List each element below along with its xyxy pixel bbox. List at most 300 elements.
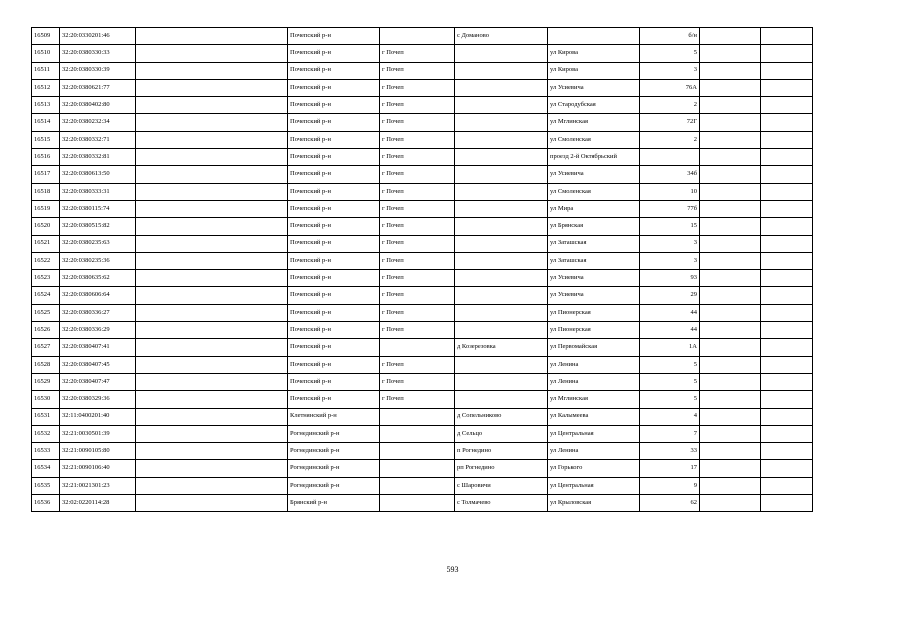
blank-cell bbox=[700, 166, 761, 183]
table-row bbox=[32, 62, 813, 79]
city-cell: г Почеп bbox=[380, 200, 455, 217]
blank-cell bbox=[136, 200, 288, 217]
district-cell: Почепский р-н bbox=[288, 218, 380, 235]
settlement-cell bbox=[455, 97, 548, 114]
cadastral-number-cell: 32:20:0380235:63 bbox=[60, 235, 136, 252]
row-number-cell: 16533 bbox=[32, 443, 60, 460]
settlement-cell bbox=[455, 166, 548, 183]
blank-cell bbox=[136, 131, 288, 148]
row-number-cell: 16515 bbox=[32, 131, 60, 148]
house-number-cell: 33 bbox=[640, 443, 700, 460]
city-cell: г Почеп bbox=[380, 270, 455, 287]
blank-cell bbox=[700, 408, 761, 425]
blank-cell bbox=[136, 477, 288, 494]
street-cell: ул Центральная bbox=[548, 425, 640, 442]
row-number-cell: 16536 bbox=[32, 495, 60, 512]
blank-cell bbox=[700, 391, 761, 408]
district-cell: Рогнединский р-н bbox=[288, 443, 380, 460]
row-number-cell: 16517 bbox=[32, 166, 60, 183]
cadastral-number-cell: 32:02:0220114:28 bbox=[60, 495, 136, 512]
city-cell: г Почеп bbox=[380, 114, 455, 131]
street-cell: ул Кирова bbox=[548, 62, 640, 79]
settlement-cell: п Рогнедино bbox=[455, 443, 548, 460]
blank-cell bbox=[136, 339, 288, 356]
blank-cell bbox=[700, 62, 761, 79]
settlement-cell bbox=[455, 252, 548, 269]
city-cell bbox=[380, 443, 455, 460]
street-cell: ул Стародубская bbox=[548, 97, 640, 114]
blank-cell bbox=[761, 79, 813, 96]
house-number-cell: 4 bbox=[640, 408, 700, 425]
table-row bbox=[32, 218, 813, 235]
row-number-cell: 16518 bbox=[32, 183, 60, 200]
blank-cell bbox=[761, 425, 813, 442]
cadastral-number-cell: 32:20:0380407:41 bbox=[60, 339, 136, 356]
blank-cell bbox=[761, 62, 813, 79]
city-cell: г Почеп bbox=[380, 45, 455, 62]
table-row bbox=[32, 183, 813, 200]
street-cell: ул Калымеева bbox=[548, 408, 640, 425]
blank-cell bbox=[136, 356, 288, 373]
city-cell: г Почеп bbox=[380, 149, 455, 166]
district-cell: Почепский р-н bbox=[288, 183, 380, 200]
row-number-cell: 16529 bbox=[32, 373, 60, 390]
blank-cell bbox=[761, 218, 813, 235]
settlement-cell bbox=[455, 218, 548, 235]
house-number-cell: 2 bbox=[640, 131, 700, 148]
city-cell: г Почеп bbox=[380, 166, 455, 183]
settlement-cell bbox=[455, 356, 548, 373]
table-row bbox=[32, 477, 813, 494]
cadastral-number-cell: 32:20:0380515:82 bbox=[60, 218, 136, 235]
row-number-cell: 16532 bbox=[32, 425, 60, 442]
settlement-cell bbox=[455, 373, 548, 390]
blank-cell bbox=[700, 373, 761, 390]
blank-cell bbox=[136, 373, 288, 390]
district-cell: Почепский р-н bbox=[288, 356, 380, 373]
blank-cell bbox=[136, 443, 288, 460]
blank-cell bbox=[761, 28, 813, 45]
house-number-cell: 5 bbox=[640, 391, 700, 408]
cadastral-number-cell: 32:20:0380407:45 bbox=[60, 356, 136, 373]
district-cell: Почепский р-н bbox=[288, 97, 380, 114]
settlement-cell bbox=[455, 200, 548, 217]
blank-cell bbox=[700, 235, 761, 252]
city-cell bbox=[380, 28, 455, 45]
settlement-cell bbox=[455, 149, 548, 166]
district-cell: Почепский р-н bbox=[288, 235, 380, 252]
city-cell: г Почеп bbox=[380, 235, 455, 252]
house-number-cell: 9 bbox=[640, 477, 700, 494]
table-row bbox=[32, 79, 813, 96]
city-cell: г Почеп bbox=[380, 304, 455, 321]
table-row bbox=[32, 443, 813, 460]
house-number-cell: 29 bbox=[640, 287, 700, 304]
blank-cell bbox=[700, 495, 761, 512]
city-cell bbox=[380, 408, 455, 425]
row-number-cell: 16524 bbox=[32, 287, 60, 304]
table-row bbox=[32, 304, 813, 321]
house-number-cell: 44 bbox=[640, 304, 700, 321]
cadastral-number-cell: 32:21:0090105:80 bbox=[60, 443, 136, 460]
blank-cell bbox=[700, 460, 761, 477]
table-row bbox=[32, 495, 813, 512]
cadastral-number-cell: 32:20:0380336:27 bbox=[60, 304, 136, 321]
blank-cell bbox=[761, 356, 813, 373]
blank-cell bbox=[761, 304, 813, 321]
table-row bbox=[32, 287, 813, 304]
blank-cell bbox=[136, 218, 288, 235]
blank-cell bbox=[761, 131, 813, 148]
house-number-cell: 62 bbox=[640, 495, 700, 512]
settlement-cell bbox=[455, 287, 548, 304]
city-cell: г Почеп bbox=[380, 97, 455, 114]
settlement-cell bbox=[455, 131, 548, 148]
row-number-cell: 16530 bbox=[32, 391, 60, 408]
district-cell: Почепский р-н bbox=[288, 287, 380, 304]
cadastral-number-cell: 32:20:0380330:33 bbox=[60, 45, 136, 62]
cadastral-number-cell: 32:20:0380606:64 bbox=[60, 287, 136, 304]
settlement-cell bbox=[455, 45, 548, 62]
settlement-cell: д Сельцо bbox=[455, 425, 548, 442]
blank-cell bbox=[700, 270, 761, 287]
cadastral-number-cell: 32:20:0380336:29 bbox=[60, 322, 136, 339]
city-cell bbox=[380, 477, 455, 494]
cadastral-number-cell: 32:20:0380407:47 bbox=[60, 373, 136, 390]
table-row bbox=[32, 235, 813, 252]
table-row bbox=[32, 356, 813, 373]
blank-cell bbox=[136, 322, 288, 339]
house-number-cell: 72Г bbox=[640, 114, 700, 131]
blank-cell bbox=[761, 235, 813, 252]
district-cell: Почепский р-н bbox=[288, 373, 380, 390]
cadastral-number-cell: 32:21:0090106:40 bbox=[60, 460, 136, 477]
city-cell bbox=[380, 495, 455, 512]
blank-cell bbox=[761, 114, 813, 131]
street-cell: ул Мира bbox=[548, 200, 640, 217]
blank-cell bbox=[761, 443, 813, 460]
street-cell: ул Заташская bbox=[548, 252, 640, 269]
blank-cell bbox=[700, 79, 761, 96]
blank-cell bbox=[700, 218, 761, 235]
settlement-cell bbox=[455, 322, 548, 339]
district-cell: Рогнединский р-н bbox=[288, 477, 380, 494]
cadastral-number-cell: 32:20:0380333:31 bbox=[60, 183, 136, 200]
settlement-cell bbox=[455, 391, 548, 408]
street-cell: ул Смоленская bbox=[548, 131, 640, 148]
street-cell bbox=[548, 28, 640, 45]
house-number-cell: 76А bbox=[640, 79, 700, 96]
city-cell: г Почеп bbox=[380, 252, 455, 269]
blank-cell bbox=[136, 425, 288, 442]
street-cell: ул Пионерская bbox=[548, 322, 640, 339]
cadastral-number-cell: 32:21:0021301:23 bbox=[60, 477, 136, 494]
cadastral-number-cell: 32:20:0380635:62 bbox=[60, 270, 136, 287]
street-cell: ул Усиевича bbox=[548, 79, 640, 96]
blank-cell bbox=[761, 477, 813, 494]
cadastral-number-cell: 32:20:0380332:71 bbox=[60, 131, 136, 148]
settlement-cell bbox=[455, 114, 548, 131]
blank-cell bbox=[136, 62, 288, 79]
blank-cell bbox=[700, 28, 761, 45]
register-table bbox=[31, 27, 813, 512]
blank-cell bbox=[136, 235, 288, 252]
row-number-cell: 16519 bbox=[32, 200, 60, 217]
row-number-cell: 16525 bbox=[32, 304, 60, 321]
district-cell: Почепский р-н bbox=[288, 79, 380, 96]
blank-cell bbox=[761, 373, 813, 390]
house-number-cell: 7 bbox=[640, 425, 700, 442]
table-row bbox=[32, 149, 813, 166]
cadastral-number-cell: 32:20:0380235:36 bbox=[60, 252, 136, 269]
blank-cell bbox=[761, 391, 813, 408]
house-number-cell bbox=[640, 149, 700, 166]
blank-cell bbox=[136, 114, 288, 131]
street-cell: ул Усиевича bbox=[548, 287, 640, 304]
blank-cell bbox=[700, 425, 761, 442]
district-cell: Рогнединский р-н bbox=[288, 460, 380, 477]
row-number-cell: 16510 bbox=[32, 45, 60, 62]
street-cell: ул Мглинская bbox=[548, 391, 640, 408]
row-number-cell: 16522 bbox=[32, 252, 60, 269]
district-cell: Почепский р-н bbox=[288, 131, 380, 148]
blank-cell bbox=[700, 304, 761, 321]
blank-cell bbox=[700, 200, 761, 217]
blank-cell bbox=[700, 356, 761, 373]
row-number-cell: 16521 bbox=[32, 235, 60, 252]
table-row bbox=[32, 97, 813, 114]
house-number-cell: 17 bbox=[640, 460, 700, 477]
table-row bbox=[32, 408, 813, 425]
house-number-cell: 77б bbox=[640, 200, 700, 217]
district-cell: Почепский р-н bbox=[288, 166, 380, 183]
house-number-cell: б/н bbox=[640, 28, 700, 45]
row-number-cell: 16527 bbox=[32, 339, 60, 356]
blank-cell bbox=[761, 97, 813, 114]
row-number-cell: 16535 bbox=[32, 477, 60, 494]
blank-cell bbox=[761, 270, 813, 287]
table-row bbox=[32, 45, 813, 62]
street-cell: ул Кирова bbox=[548, 45, 640, 62]
city-cell: г Почеп bbox=[380, 373, 455, 390]
district-cell: Брянский р-н bbox=[288, 495, 380, 512]
settlement-cell: д Сопельниково bbox=[455, 408, 548, 425]
settlement-cell bbox=[455, 270, 548, 287]
table-row bbox=[32, 28, 813, 45]
cadastral-number-cell: 32:20:0380332:81 bbox=[60, 149, 136, 166]
blank-cell bbox=[136, 252, 288, 269]
street-cell: ул Центральная bbox=[548, 477, 640, 494]
cadastral-number-cell: 32:20:0380402:80 bbox=[60, 97, 136, 114]
cadastral-number-cell: 32:20:0380329:36 bbox=[60, 391, 136, 408]
table-row bbox=[32, 252, 813, 269]
house-number-cell: 34б bbox=[640, 166, 700, 183]
settlement-cell bbox=[455, 183, 548, 200]
city-cell: г Почеп bbox=[380, 322, 455, 339]
table-row bbox=[32, 131, 813, 148]
table-row bbox=[32, 270, 813, 287]
blank-cell bbox=[761, 45, 813, 62]
blank-cell bbox=[700, 97, 761, 114]
house-number-cell: 2 bbox=[640, 97, 700, 114]
district-cell: Почепский р-н bbox=[288, 28, 380, 45]
blank-cell bbox=[700, 477, 761, 494]
city-cell bbox=[380, 425, 455, 442]
blank-cell bbox=[761, 339, 813, 356]
house-number-cell: 3 bbox=[640, 252, 700, 269]
blank-cell bbox=[136, 391, 288, 408]
street-cell: ул Мглинская bbox=[548, 114, 640, 131]
house-number-cell: 3 bbox=[640, 235, 700, 252]
street-cell: ул Усиевича bbox=[548, 270, 640, 287]
street-cell: ул Первомайская bbox=[548, 339, 640, 356]
district-cell: Рогнединский р-н bbox=[288, 425, 380, 442]
blank-cell bbox=[700, 149, 761, 166]
table-row bbox=[32, 114, 813, 131]
blank-cell bbox=[700, 252, 761, 269]
city-cell: г Почеп bbox=[380, 287, 455, 304]
table-row bbox=[32, 425, 813, 442]
blank-cell bbox=[700, 322, 761, 339]
cadastral-number-cell: 32:11:0400201:40 bbox=[60, 408, 136, 425]
house-number-cell: 5 bbox=[640, 356, 700, 373]
blank-cell bbox=[761, 166, 813, 183]
blank-cell bbox=[700, 114, 761, 131]
table-row bbox=[32, 322, 813, 339]
cadastral-number-cell: 32:20:0380621:77 bbox=[60, 79, 136, 96]
district-cell: Почепский р-н bbox=[288, 322, 380, 339]
blank-cell bbox=[761, 183, 813, 200]
settlement-cell: д Козерезовка bbox=[455, 339, 548, 356]
district-cell: Почепский р-н bbox=[288, 149, 380, 166]
city-cell: г Почеп bbox=[380, 183, 455, 200]
city-cell: г Почеп bbox=[380, 218, 455, 235]
city-cell: г Почеп bbox=[380, 62, 455, 79]
blank-cell bbox=[136, 460, 288, 477]
district-cell: Почепский р-н bbox=[288, 114, 380, 131]
row-number-cell: 16512 bbox=[32, 79, 60, 96]
table-row bbox=[32, 391, 813, 408]
row-number-cell: 16528 bbox=[32, 356, 60, 373]
cadastral-number-cell: 32:21:0030501:39 bbox=[60, 425, 136, 442]
district-cell: Почепский р-н bbox=[288, 270, 380, 287]
house-number-cell: 15 bbox=[640, 218, 700, 235]
blank-cell bbox=[136, 304, 288, 321]
row-number-cell: 16513 bbox=[32, 97, 60, 114]
blank-cell bbox=[700, 131, 761, 148]
district-cell: Почепский р-н bbox=[288, 45, 380, 62]
district-cell: Почепский р-н bbox=[288, 252, 380, 269]
settlement-cell: с Шаровичи bbox=[455, 477, 548, 494]
city-cell: г Почеп bbox=[380, 79, 455, 96]
settlement-cell bbox=[455, 235, 548, 252]
house-number-cell: 1А bbox=[640, 339, 700, 356]
house-number-cell: 44 bbox=[640, 322, 700, 339]
street-cell: ул Крыловская bbox=[548, 495, 640, 512]
district-cell: Клетнянский р-н bbox=[288, 408, 380, 425]
blank-cell bbox=[761, 287, 813, 304]
street-cell: проезд 2-й Октябрьский bbox=[548, 149, 640, 166]
street-cell: ул Ленина bbox=[548, 443, 640, 460]
district-cell: Почепский р-н bbox=[288, 304, 380, 321]
street-cell: ул Заташская bbox=[548, 235, 640, 252]
blank-cell bbox=[700, 443, 761, 460]
table-row bbox=[32, 373, 813, 390]
blank-cell bbox=[136, 45, 288, 62]
settlement-cell: рп Рогнедино bbox=[455, 460, 548, 477]
table-row bbox=[32, 339, 813, 356]
street-cell: ул Смоленская bbox=[548, 183, 640, 200]
house-number-cell: 93 bbox=[640, 270, 700, 287]
cadastral-number-cell: 32:20:0380232:34 bbox=[60, 114, 136, 131]
row-number-cell: 16514 bbox=[32, 114, 60, 131]
blank-cell bbox=[761, 408, 813, 425]
street-cell: ул Горького bbox=[548, 460, 640, 477]
table-body bbox=[32, 28, 813, 512]
row-number-cell: 16516 bbox=[32, 149, 60, 166]
blank-cell bbox=[700, 45, 761, 62]
settlement-cell bbox=[455, 62, 548, 79]
blank-cell bbox=[136, 149, 288, 166]
row-number-cell: 16511 bbox=[32, 62, 60, 79]
house-number-cell: 3 bbox=[640, 62, 700, 79]
blank-cell bbox=[136, 270, 288, 287]
blank-cell bbox=[136, 183, 288, 200]
row-number-cell: 16509 bbox=[32, 28, 60, 45]
row-number-cell: 16523 bbox=[32, 270, 60, 287]
settlement-cell bbox=[455, 304, 548, 321]
city-cell bbox=[380, 339, 455, 356]
settlement-cell bbox=[455, 79, 548, 96]
blank-cell bbox=[761, 149, 813, 166]
district-cell: Почепский р-н bbox=[288, 391, 380, 408]
district-cell: Почепский р-н bbox=[288, 339, 380, 356]
blank-cell bbox=[136, 97, 288, 114]
cadastral-number-cell: 32:20:0380330:39 bbox=[60, 62, 136, 79]
house-number-cell: 5 bbox=[640, 45, 700, 62]
blank-cell bbox=[136, 495, 288, 512]
street-cell: ул Брянская bbox=[548, 218, 640, 235]
blank-cell bbox=[136, 79, 288, 96]
blank-cell bbox=[136, 287, 288, 304]
row-number-cell: 16526 bbox=[32, 322, 60, 339]
blank-cell bbox=[700, 287, 761, 304]
settlement-cell: с Доманово bbox=[455, 28, 548, 45]
city-cell: г Почеп bbox=[380, 131, 455, 148]
settlement-cell: с Толмачево bbox=[455, 495, 548, 512]
blank-cell bbox=[700, 339, 761, 356]
blank-cell bbox=[761, 252, 813, 269]
blank-cell bbox=[761, 322, 813, 339]
table-row bbox=[32, 460, 813, 477]
blank-cell bbox=[136, 166, 288, 183]
city-cell: г Почеп bbox=[380, 356, 455, 373]
table-row bbox=[32, 200, 813, 217]
cadastral-number-cell: 32:20:0330201:46 bbox=[60, 28, 136, 45]
city-cell bbox=[380, 460, 455, 477]
house-number-cell: 10 bbox=[640, 183, 700, 200]
city-cell: г Почеп bbox=[380, 391, 455, 408]
blank-cell bbox=[700, 183, 761, 200]
house-number-cell: 5 bbox=[640, 373, 700, 390]
blank-cell bbox=[761, 460, 813, 477]
district-cell: Почепский р-н bbox=[288, 200, 380, 217]
street-cell: ул Усиевича bbox=[548, 166, 640, 183]
street-cell: ул Ленина bbox=[548, 373, 640, 390]
blank-cell bbox=[136, 408, 288, 425]
blank-cell bbox=[761, 200, 813, 217]
row-number-cell: 16534 bbox=[32, 460, 60, 477]
